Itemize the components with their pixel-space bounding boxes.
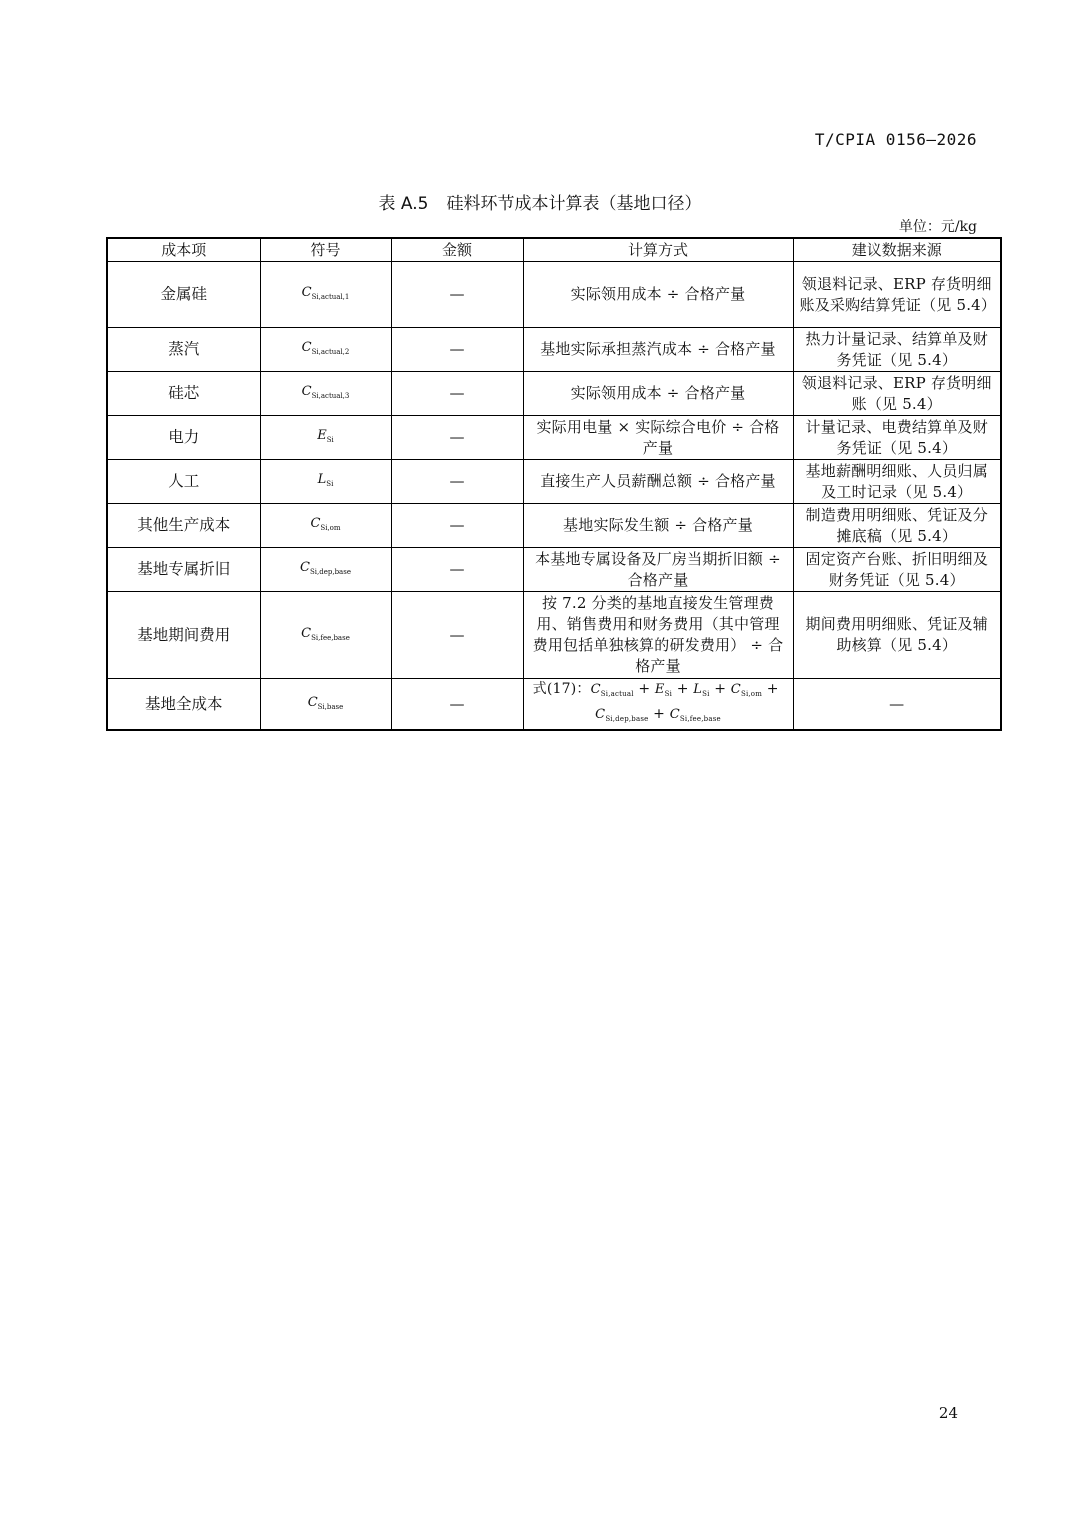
data-source: 计量记录、电费结算单及财务凭证（见 5.4） xyxy=(793,416,1001,460)
document-code: T/CPIA 0156—2026 xyxy=(814,130,977,149)
symbol: $C_{Si,dep,base}$ xyxy=(260,548,391,592)
table-title xyxy=(0,189,1080,214)
column-header: 成本项 xyxy=(107,238,260,262)
calculation-method: 实际领用成本 ÷ 合格产量 xyxy=(523,372,793,416)
data-source: 热力计量记录、结算单及财务凭证（见 5.4） xyxy=(793,328,1001,372)
column-header: 建议数据来源 xyxy=(793,238,1001,262)
calculation-method: 直接生产人员薪酬总额 ÷ 合格产量 xyxy=(523,460,793,504)
data-source: 制造费用明细账、凭证及分摊底稿（见 5.4） xyxy=(793,504,1001,548)
cost-table xyxy=(106,237,1002,731)
amount: — xyxy=(391,262,523,328)
symbol: $L_{Si}$ xyxy=(260,460,391,504)
table-caption: 硅料环节成本计算表（基地口径） xyxy=(446,194,702,214)
amount: — xyxy=(391,548,523,592)
cost-item: 硅芯 xyxy=(107,372,260,416)
page-number: 24 xyxy=(938,1404,958,1422)
amount: — xyxy=(391,460,523,504)
table-header-row xyxy=(107,238,1001,262)
data-source: 基地薪酬明细账、人员归属及工时记录（见 5.4） xyxy=(793,460,1001,504)
cost-item: 基地专属折旧 xyxy=(107,548,260,592)
calculation-method: 实际领用成本 ÷ 合格产量 xyxy=(523,262,793,328)
symbol: $C_{Si,fee,base}$ xyxy=(260,592,391,679)
cost-item: 蒸汽 xyxy=(107,328,260,372)
table-row xyxy=(107,592,1001,679)
column-header: 金额 xyxy=(391,238,523,262)
table-row xyxy=(107,262,1001,328)
calculation-method: 本基地专属设备及厂房当期折旧额 ÷ 合格产量 xyxy=(523,548,793,592)
symbol: $C_{Si,actual,1}$ xyxy=(260,262,391,328)
table-row xyxy=(107,372,1001,416)
cost-item: 基地全成本 xyxy=(107,679,260,731)
cost-item: 人工 xyxy=(107,460,260,504)
symbol: $C_{Si,base}$ xyxy=(260,679,391,731)
cost-item: 电力 xyxy=(107,416,260,460)
amount: — xyxy=(391,372,523,416)
total-cost-formula: 式(17)：$C_{Si,actual} + E_{Si} + L_{Si} + C_{Si,om}$ + $C_{Si,dep,base} + C_{Si,fee,base}$ xyxy=(523,679,793,731)
symbol: $C_{Si,actual,3}$ xyxy=(260,372,391,416)
table-row xyxy=(107,328,1001,372)
calculation-method: 按 7.2 分类的基地直接发生管理费用、销售费用和财务费用（其中管理费用包括单独核算的研发费用） ÷ 合格产量 xyxy=(523,592,793,679)
amount: — xyxy=(391,679,523,731)
symbol: $E_{Si}$ xyxy=(260,416,391,460)
calculation-method: 基地实际发生额 ÷ 合格产量 xyxy=(523,504,793,548)
data-source: 领退料记录、ERP 存货明细账（见 5.4） xyxy=(793,372,1001,416)
table-row xyxy=(107,504,1001,548)
cost-item: 金属硅 xyxy=(107,262,260,328)
data-source: 领退料记录、ERP 存货明细账及采购结算凭证（见 5.4） xyxy=(793,262,1001,328)
calculation-method: 基地实际承担蒸汽成本 ÷ 合格产量 xyxy=(523,328,793,372)
table-row xyxy=(107,548,1001,592)
amount: — xyxy=(391,416,523,460)
column-header: 计算方式 xyxy=(523,238,793,262)
cost-item: 其他生产成本 xyxy=(107,504,260,548)
amount: — xyxy=(391,592,523,679)
symbol: $C_{Si,om}$ xyxy=(260,504,391,548)
column-header: 符号 xyxy=(260,238,391,262)
table-row xyxy=(107,416,1001,460)
data-source: 期间费用明细账、凭证及辅助核算（见 5.4） xyxy=(793,592,1001,679)
calculation-method: 实际用电量 × 实际综合电价 ÷ 合格产量 xyxy=(523,416,793,460)
data-source: — xyxy=(793,679,1001,731)
cost-item: 基地期间费用 xyxy=(107,592,260,679)
data-source: 固定资产台账、折旧明细及财务凭证（见 5.4） xyxy=(793,548,1001,592)
table-row xyxy=(107,460,1001,504)
table-number: 表 A.5 xyxy=(378,194,429,214)
amount: — xyxy=(391,504,523,548)
amount: — xyxy=(391,328,523,372)
table-row xyxy=(107,679,1001,731)
unit-label: 单位：元/kg xyxy=(898,219,977,235)
symbol: $C_{Si,actual,2}$ xyxy=(260,328,391,372)
